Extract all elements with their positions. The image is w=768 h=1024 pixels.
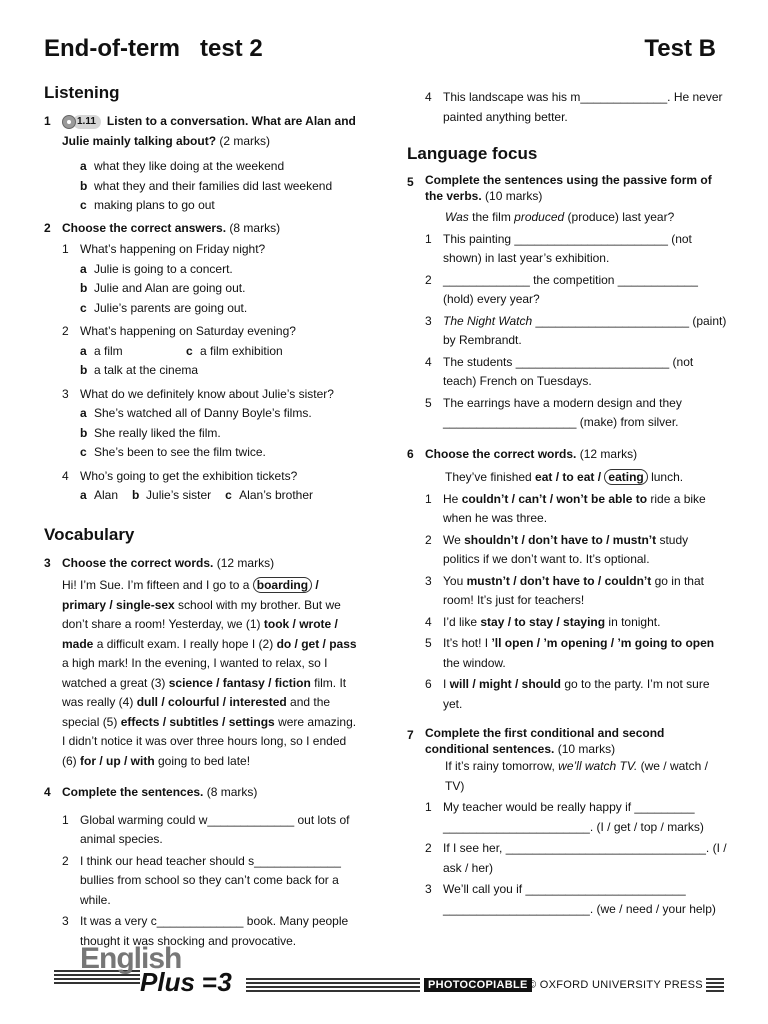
logo-plus: Plus =3 [140,967,232,997]
instruction: Choose the correct words. [62,555,214,570]
track-number: 1.11 [73,115,101,129]
instruction: Complete the sentences. [62,785,204,799]
section-heading-vocabulary: Vocabulary [44,524,135,544]
marks: (12 marks) [216,555,275,570]
question-number: 7 [407,728,414,742]
question-number: 6 [407,446,414,461]
question-number: 5 [407,175,414,189]
left-column [44,82,362,951]
q5-item: 1 This painting _______________________ (not shown) in last year’s exhibition. [425,231,692,265]
q5-item: 2 _____________ the competition ____________ (hold) every year? [425,272,698,306]
instruction: Complete the first conditional and second conditional sentences. [425,726,665,756]
circled-answer: boarding [253,577,312,593]
q7-item: 1 My teacher would be really happy if _________ ______________________. (I / get / top / marks) [425,800,704,834]
question-number: 2 [44,220,51,235]
q6-item: 2 We shouldn’t / don’t have to / mustn’t study politics if we don’t want to. It’s optional. [425,532,689,566]
instruction: Listen to a conversation. What are Alan and Julie mainly talking about? [62,114,356,148]
question-number: 4 [44,785,51,799]
circled-answer: eating [604,469,647,485]
question-5 [407,173,727,204]
question-number: 1 [44,114,51,128]
q3-passage: Hi! I’m Sue. I’m fifteen and I go to a boarding / primary / single-sex school with my brother. But we don’t share a room! Yesterday, we (1) took / wrote / made a difficult exam. I really hope I (2) do / get / pass a high mark! In the evening, I wanted to relax, so I watched a great (3) science / fantasy / fiction film. It was really (4) dull / colourful / interested and the special (5) effects / subtitles / settings were amazing. I didn’t notice it was over three hours long, so I ended (6) for / up / with going to bed late! [62,578,357,768]
q7-item: 2 If I see her, ______________________________. (I / ask / her) [425,841,727,875]
q6-item: 6 I will / might / should go to the party. I’m not sure yet. [425,677,710,711]
marks: (8 marks) [206,785,258,799]
cd-icon [62,115,76,129]
q6-item: 3 You mustn’t / don’t have to / couldn’t go in that room! It’s just for teachers! [425,573,704,607]
option: b what they and their families did last weekend [80,178,333,193]
footer [54,944,724,996]
option: a what they like doing at the weekend [80,159,285,173]
q5-item: 5 The earrings have a modern design and they ____________________ (make) from silver. [425,395,682,429]
question-1 [44,112,362,151]
options: a a film c a film exhibition b a talk at the cinema [80,343,283,377]
q4-item: 2 I think our head teacher should s_____________ bullies from school so they can’t come back for a while. [62,853,341,907]
audio-track-badge [62,115,101,129]
q6-item: 5 It’s hot! I ’ll open / ’m opening / ’m going to open the window. [425,636,715,670]
section-heading-language-focus: Language focus [407,144,538,163]
instruction: Choose the correct answers. [62,220,227,235]
question-7 [407,726,727,757]
marks: (10 marks) [485,188,543,203]
q2-item-4: 4 Who’s going to get the exhibition tickets? [62,468,298,483]
q6-items [425,490,727,715]
q7-item: 3 We’ll call you if ________________________ ______________________. (we / need / your help) [425,882,716,916]
q6-item: 4 I’d like stay / to stay / staying in tonight. [425,614,661,629]
marks: (12 marks) [579,446,638,461]
question-4 [44,783,362,803]
question-2 [44,219,362,239]
section-heading-listening: Listening [44,83,120,102]
q2-item-3: 3 What do we definitely know about Julie’s sister? [62,386,334,401]
q5-item: 3 The Night Watch _______________________ (paint) by Rembrandt. [425,313,727,347]
option: c making plans to go out [80,198,215,212]
publisher-label: © OXFORD UNIVERSITY PRESS [528,979,703,991]
question-6 [407,445,727,465]
example: They’ve finished eat / to eat / eating lunch. [445,470,684,484]
q7-items [425,798,727,919]
question-3 [44,554,362,574]
q4-continued [425,88,727,127]
options: a Julie is going to a concert. b Julie and Alan are going out. c Julie’s parents are going out. [80,261,248,315]
footer-stripes-end [706,978,724,992]
instruction: Choose the correct words. [425,446,577,461]
test-version: Test B [644,35,716,62]
page-title: End-of-term test 2 [44,35,263,62]
q2-items [62,240,362,506]
example: If it’s rainy tomorrow, we’ll watch TV. (we / watch / TV) [445,759,708,793]
logo-english: English [80,942,182,975]
q4-item: 3 It was a very c_____________ book. Many people thought it was shocking and provocative. [62,914,349,948]
q2-item-2: 2 What’s happening on Saturday evening? [62,324,296,338]
marks: (8 marks) [229,220,281,235]
q4-item: 4 This landscape was his m_____________. He never painted anything better. [425,90,723,124]
q1-options [80,157,362,216]
right-column [407,86,727,919]
question-number: 3 [44,555,51,570]
q4-item: 1 Global warming could w_____________ out lots of animal species. [62,812,350,846]
options: a Alan b Julie’s sister c Alan’s brother [80,488,313,502]
instruction: Complete the sentences using the passive form of the verbs. [425,173,712,203]
example: Was the film produced (produce) last year? [445,210,675,224]
q2-item-1: 1 What’s happening on Friday night? [62,242,266,256]
q5-items [425,230,727,433]
photocopiable-label: PHOTOCOPIABLE [424,978,532,992]
q6-item: 1 He couldn’t / can’t / won’t be able to ride a bike when he was three. [425,491,706,525]
q4-items [62,811,362,952]
options: a She’s watched all of Danny Boyle’s films. b She really liked the film. c She’s been to see the film twice. [80,406,312,459]
q5-item: 4 The students _______________________ (not teach) French on Tuesdays. [425,354,694,388]
marks: (10 marks) [557,741,616,756]
marks: (2 marks) [219,133,271,148]
footer-stripes [246,978,420,992]
